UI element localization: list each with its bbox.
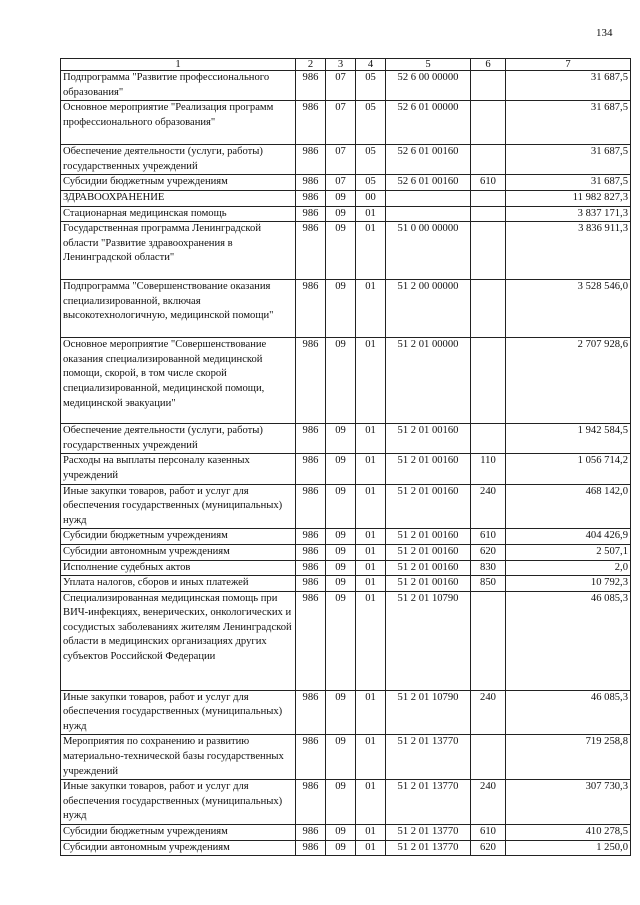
- row-section: 09: [326, 544, 356, 560]
- row-name: Субсидии автономным учреждениям: [61, 544, 296, 560]
- row-expense-type: 110: [471, 454, 506, 484]
- row-section: 09: [326, 560, 356, 576]
- row-section: 09: [326, 840, 356, 856]
- row-name: Уплата налогов, сборов и иных платежей: [61, 576, 296, 592]
- header-cell: 3: [326, 59, 356, 71]
- row-subsection: 05: [356, 101, 386, 145]
- row-subsection: 01: [356, 591, 386, 690]
- budget-table: [60, 58, 631, 856]
- row-section: 07: [326, 71, 356, 101]
- row-expense-type: 850: [471, 576, 506, 592]
- row-subsection: 01: [356, 576, 386, 592]
- row-target-article: 51 2 00 00000: [386, 280, 471, 338]
- row-section: 09: [326, 591, 356, 690]
- row-section: 09: [326, 484, 356, 529]
- row-expense-type: [471, 591, 506, 690]
- row-grbs: 986: [296, 101, 326, 145]
- row-expense-type: 620: [471, 544, 506, 560]
- row-amount: 719 258,8: [506, 735, 631, 780]
- row-target-article: 52 6 01 00000: [386, 101, 471, 145]
- row-subsection: 01: [356, 825, 386, 841]
- row-amount: 46 085,3: [506, 591, 631, 690]
- row-amount: 31 687,5: [506, 175, 631, 191]
- row-amount: 46 085,3: [506, 690, 631, 735]
- row-section: 09: [326, 280, 356, 338]
- header-cell: 5: [386, 59, 471, 71]
- table-row: [61, 735, 631, 780]
- table-row: [61, 529, 631, 545]
- row-amount: 404 426,9: [506, 529, 631, 545]
- row-expense-type: [471, 222, 506, 280]
- table-row: [61, 145, 631, 175]
- row-expense-type: [471, 280, 506, 338]
- table-row: [61, 560, 631, 576]
- row-target-article: 51 2 01 13770: [386, 780, 471, 825]
- row-section: 07: [326, 175, 356, 191]
- row-target-article: 52 6 00 00000: [386, 71, 471, 101]
- row-target-article: 52 6 01 00160: [386, 175, 471, 191]
- row-grbs: 986: [296, 484, 326, 529]
- row-grbs: 986: [296, 424, 326, 454]
- row-subsection: 01: [356, 840, 386, 856]
- row-grbs: 986: [296, 840, 326, 856]
- row-subsection: 01: [356, 690, 386, 735]
- row-name: Мероприятия по сохранению и развитию материально-технической базы государственных учреждений: [61, 735, 296, 780]
- row-subsection: 01: [356, 544, 386, 560]
- header-cell: 6: [471, 59, 506, 71]
- row-subsection: 01: [356, 206, 386, 222]
- row-expense-type: [471, 735, 506, 780]
- row-section: 09: [326, 690, 356, 735]
- row-subsection: 00: [356, 190, 386, 206]
- header-cell: 4: [356, 59, 386, 71]
- table-row: [61, 690, 631, 735]
- row-target-article: 51 2 01 00160: [386, 529, 471, 545]
- row-grbs: 986: [296, 454, 326, 484]
- row-grbs: 986: [296, 825, 326, 841]
- table-row: [61, 222, 631, 280]
- row-name: Исполнение судебных актов: [61, 560, 296, 576]
- row-name: Расходы на выплаты персоналу казенных учреждений: [61, 454, 296, 484]
- row-expense-type: [471, 71, 506, 101]
- row-section: 09: [326, 190, 356, 206]
- row-name: Подпрограмма "Совершенствование оказания специализированной, включая высокотехнологичную, медицинской помощи": [61, 280, 296, 338]
- row-amount: 410 278,5: [506, 825, 631, 841]
- row-subsection: 01: [356, 222, 386, 280]
- header-row: [61, 59, 631, 71]
- row-grbs: 986: [296, 222, 326, 280]
- header-cell: 2: [296, 59, 326, 71]
- row-target-article: 51 2 01 13770: [386, 735, 471, 780]
- row-name: Субсидии бюджетным учреждениям: [61, 529, 296, 545]
- row-amount: 468 142,0: [506, 484, 631, 529]
- row-target-article: 51 2 01 00000: [386, 338, 471, 424]
- row-grbs: 986: [296, 175, 326, 191]
- row-name: Стационарная медицинская помощь: [61, 206, 296, 222]
- row-amount: 31 687,5: [506, 101, 631, 145]
- row-expense-type: 610: [471, 825, 506, 841]
- table-row: [61, 280, 631, 338]
- row-subsection: 01: [356, 780, 386, 825]
- table-row: [61, 840, 631, 856]
- row-section: 09: [326, 424, 356, 454]
- row-target-article: 51 2 01 13770: [386, 825, 471, 841]
- row-subsection: 01: [356, 529, 386, 545]
- row-section: 09: [326, 338, 356, 424]
- row-name: Государственная программа Ленинградской области "Развитие здравоохранения в Ленинградской области": [61, 222, 296, 280]
- row-subsection: 01: [356, 484, 386, 529]
- row-target-article: 51 2 01 10790: [386, 690, 471, 735]
- row-section: 09: [326, 825, 356, 841]
- row-section: 09: [326, 222, 356, 280]
- row-amount: 31 687,5: [506, 145, 631, 175]
- table-row: [61, 484, 631, 529]
- header-cell: 1: [61, 59, 296, 71]
- row-amount: 31 687,5: [506, 71, 631, 101]
- row-name: Обеспечение деятельности (услуги, работы) государственных учреждений: [61, 424, 296, 454]
- row-amount: 10 792,3: [506, 576, 631, 592]
- row-grbs: 986: [296, 576, 326, 592]
- row-target-article: [386, 190, 471, 206]
- row-name: Подпрограмма "Развитие профессионального образования": [61, 71, 296, 101]
- row-expense-type: 830: [471, 560, 506, 576]
- row-amount: 2,0: [506, 560, 631, 576]
- row-amount: 3 836 911,3: [506, 222, 631, 280]
- row-grbs: 986: [296, 190, 326, 206]
- table-row: [61, 175, 631, 191]
- table-row: [61, 206, 631, 222]
- table-row: [61, 454, 631, 484]
- row-section: 09: [326, 735, 356, 780]
- row-subsection: 01: [356, 280, 386, 338]
- row-subsection: 01: [356, 454, 386, 484]
- row-subsection: 05: [356, 145, 386, 175]
- row-name: ЗДРАВООХРАНЕНИЕ: [61, 190, 296, 206]
- row-grbs: 986: [296, 145, 326, 175]
- row-target-article: 51 2 01 00160: [386, 576, 471, 592]
- table-row: [61, 780, 631, 825]
- row-subsection: 05: [356, 175, 386, 191]
- row-expense-type: 610: [471, 529, 506, 545]
- row-expense-type: [471, 338, 506, 424]
- row-grbs: 986: [296, 206, 326, 222]
- row-amount: 11 982 827,3: [506, 190, 631, 206]
- table-row: [61, 71, 631, 101]
- row-target-article: [386, 206, 471, 222]
- row-grbs: 986: [296, 338, 326, 424]
- row-expense-type: [471, 145, 506, 175]
- row-expense-type: 240: [471, 780, 506, 825]
- row-grbs: 986: [296, 735, 326, 780]
- row-target-article: 52 6 01 00160: [386, 145, 471, 175]
- row-target-article: 51 2 01 00160: [386, 544, 471, 560]
- row-name: Иные закупки товаров, работ и услуг для обеспечения государственных (муниципальных) нужд: [61, 484, 296, 529]
- page-number: 134: [596, 27, 613, 39]
- row-grbs: 986: [296, 560, 326, 576]
- row-target-article: 51 0 00 00000: [386, 222, 471, 280]
- row-amount: 307 730,3: [506, 780, 631, 825]
- row-subsection: 01: [356, 338, 386, 424]
- row-name: Обеспечение деятельности (услуги, работы) государственных учреждений: [61, 145, 296, 175]
- row-target-article: 51 2 01 00160: [386, 424, 471, 454]
- row-amount: 1 056 714,2: [506, 454, 631, 484]
- row-expense-type: [471, 424, 506, 454]
- table-row: [61, 825, 631, 841]
- row-amount: 3 837 171,3: [506, 206, 631, 222]
- row-name: Иные закупки товаров, работ и услуг для обеспечения государственных (муниципальных) нужд: [61, 780, 296, 825]
- row-grbs: 986: [296, 529, 326, 545]
- row-target-article: 51 2 01 13770: [386, 840, 471, 856]
- row-subsection: 01: [356, 424, 386, 454]
- row-subsection: 01: [356, 735, 386, 780]
- header-cell: 7: [506, 59, 631, 71]
- row-name: Основное мероприятие "Совершенствование оказания специализированной медицинской помощи, скорой, в том числе скорой специализированной, медицинской помощи, медицинской эвакуации": [61, 338, 296, 424]
- row-section: 07: [326, 101, 356, 145]
- row-section: 09: [326, 206, 356, 222]
- row-expense-type: 240: [471, 484, 506, 529]
- row-grbs: 986: [296, 280, 326, 338]
- row-grbs: 986: [296, 690, 326, 735]
- table-row: [61, 591, 631, 690]
- table-row: [61, 101, 631, 145]
- table-row: [61, 338, 631, 424]
- row-name: Субсидии автономным учреждениям: [61, 840, 296, 856]
- row-section: 09: [326, 529, 356, 545]
- row-expense-type: 610: [471, 175, 506, 191]
- table-row: [61, 576, 631, 592]
- table-row: [61, 544, 631, 560]
- row-section: 09: [326, 454, 356, 484]
- row-amount: 3 528 546,0: [506, 280, 631, 338]
- row-grbs: 986: [296, 71, 326, 101]
- row-name: Основное мероприятие "Реализация программ профессионального образования": [61, 101, 296, 145]
- row-expense-type: [471, 101, 506, 145]
- row-subsection: 05: [356, 71, 386, 101]
- row-expense-type: [471, 190, 506, 206]
- row-section: 07: [326, 145, 356, 175]
- row-target-article: 51 2 01 00160: [386, 560, 471, 576]
- row-amount: 1 250,0: [506, 840, 631, 856]
- row-amount: 1 942 584,5: [506, 424, 631, 454]
- row-expense-type: 620: [471, 840, 506, 856]
- row-section: 09: [326, 780, 356, 825]
- row-name: Иные закупки товаров, работ и услуг для обеспечения государственных (муниципальных) нужд: [61, 690, 296, 735]
- table-row: [61, 424, 631, 454]
- row-grbs: 986: [296, 544, 326, 560]
- row-grbs: 986: [296, 780, 326, 825]
- row-subsection: 01: [356, 560, 386, 576]
- row-name: Специализированная медицинская помощь при ВИЧ-инфекциях, венерических, онкологических и сосудистых заболеваниях жителям Ленинградской области в медицинских организациях других субъектов Российской Федерации: [61, 591, 296, 690]
- row-target-article: 51 2 01 10790: [386, 591, 471, 690]
- row-name: Субсидии бюджетным учреждениям: [61, 825, 296, 841]
- row-name: Субсидии бюджетным учреждениям: [61, 175, 296, 191]
- row-expense-type: 240: [471, 690, 506, 735]
- table-row: [61, 190, 631, 206]
- row-amount: 2 507,1: [506, 544, 631, 560]
- row-amount: 2 707 928,6: [506, 338, 631, 424]
- row-expense-type: [471, 206, 506, 222]
- row-grbs: 986: [296, 591, 326, 690]
- row-section: 09: [326, 576, 356, 592]
- row-target-article: 51 2 01 00160: [386, 454, 471, 484]
- row-target-article: 51 2 01 00160: [386, 484, 471, 529]
